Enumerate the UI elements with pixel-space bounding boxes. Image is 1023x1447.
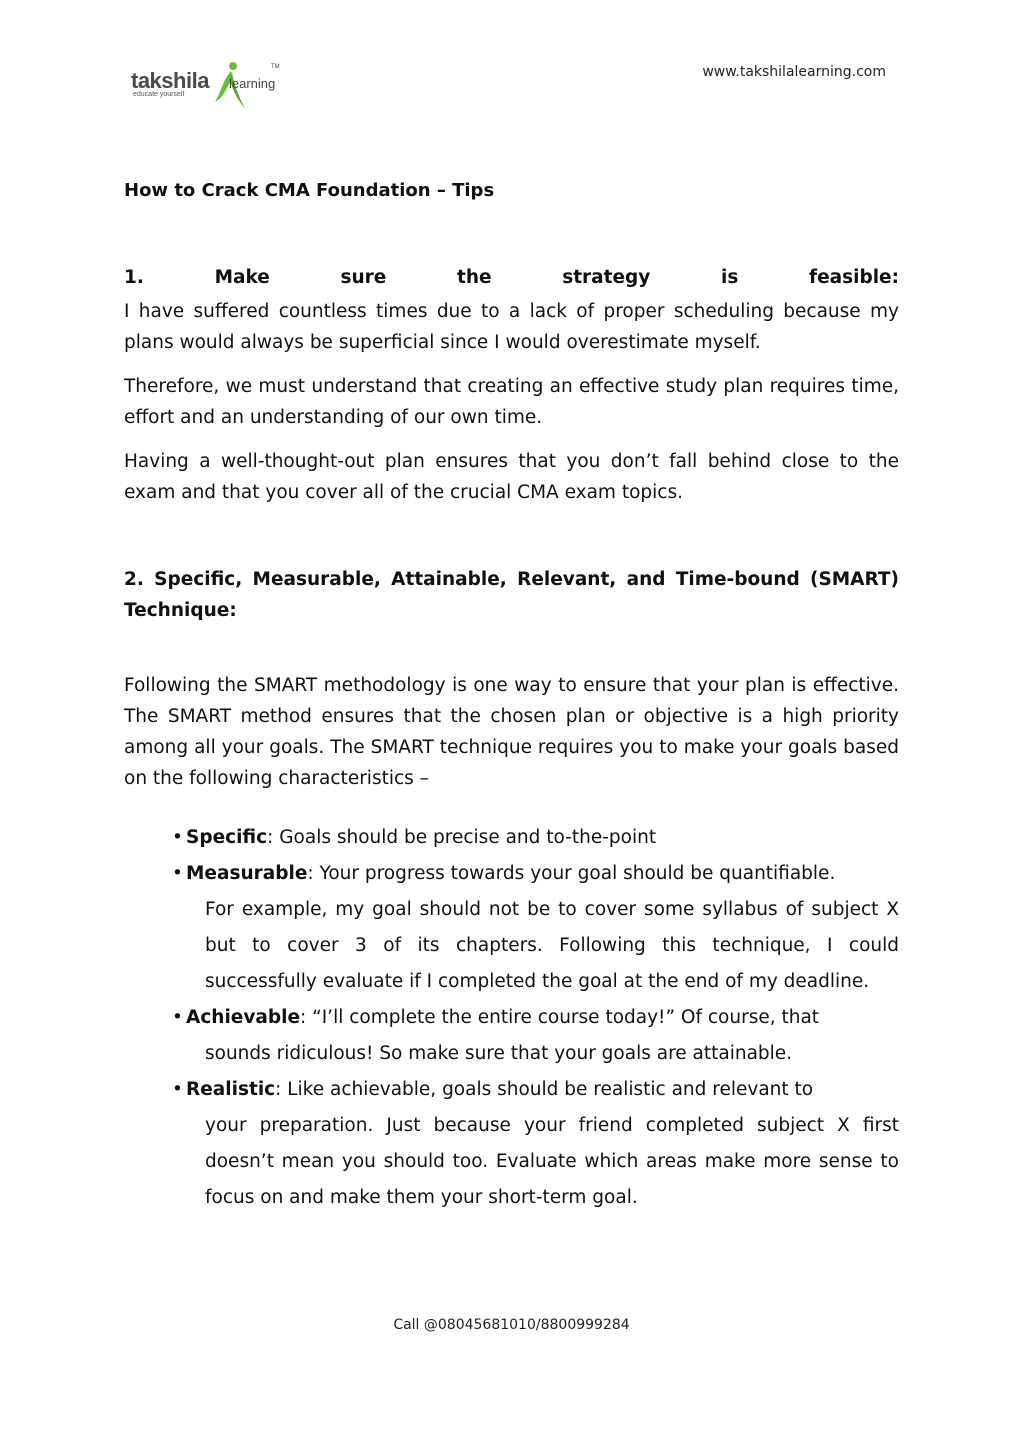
heading-word: sure — [340, 267, 387, 288]
list-item — [172, 1000, 899, 1072]
bullet-text: : Like achievable, goals should be realistic and relevant to — [275, 1079, 814, 1100]
section1-paragraph-3 — [124, 446, 899, 508]
section2-intro — [124, 670, 899, 794]
list-item — [172, 856, 899, 1000]
bullet-text: : Goals should be precise and to-the-point — [267, 827, 657, 848]
heading-word: feasible: — [809, 267, 899, 288]
bullet-term: Achievable — [186, 1007, 301, 1028]
bullet-continuation: For example, my goal should not be to cover some syllabus of subject X but to cover 3 of its chapters. Following this technique, I could successfully evaluate if I completed the goal at the end of my deadline. — [205, 899, 899, 992]
bullet-text: : “I’ll complete the entire course today!” Of course, that — [300, 1007, 820, 1028]
bullet-continuation: sounds ridiculous! So make sure that your goals are attainable. — [205, 1043, 793, 1064]
site-url: www.takshilalearning.com — [702, 64, 886, 80]
list-item — [172, 820, 899, 856]
heading-word: strategy — [562, 267, 651, 288]
bullet-term: Measurable — [186, 863, 308, 884]
paragraph-text: Therefore, we must understand that creating an effective study plan requires time, effort and an understanding of our own time. — [124, 376, 899, 428]
section1-paragraph-2 — [124, 371, 899, 433]
paragraph-text: Having a well-thought-out plan ensures that you don’t fall behind close to the exam and that you cover all of the crucial CMA exam topics. — [124, 451, 899, 503]
list-item — [172, 1072, 899, 1216]
logo-tagline: educate yourself — [133, 91, 185, 98]
logo-learning-text: learning — [229, 76, 276, 91]
heading-word: Make — [214, 267, 270, 288]
smart-bullet-list — [172, 820, 899, 1216]
paragraph-text: Following the SMART methodology is one way to ensure that your plan is effective. The SMART method ensures that the chosen plan or objective is a high priority among all your goals. The SMART technique requires you to make your goals based on the following characteristics – — [124, 675, 899, 789]
footer-contact: Call @08045681010/8800999284 — [393, 1317, 630, 1333]
page-title: How to Crack CMA Foundation – Tips — [124, 180, 495, 201]
logo-wordmark: takshila — [131, 68, 209, 93]
heading-word: 1. — [124, 267, 144, 288]
section1-paragraph-1 — [124, 296, 899, 358]
paragraph-text: I have suffered countless times due to a lack of proper scheduling because my plans would always be superficial since I would overestimate myself. — [124, 301, 899, 353]
takshila-logo — [131, 58, 283, 112]
section2-heading: 2. Specific, Measurable, Attainable, Relevant, and Time-bound (SMART) Technique: — [124, 569, 899, 621]
heading-word: the — [456, 267, 492, 288]
heading-word: is — [721, 267, 739, 288]
bullet-term: Specific — [186, 827, 268, 848]
section1-heading — [124, 267, 899, 288]
logo-trademark: TM — [271, 64, 280, 70]
bullet-term: Realistic — [186, 1079, 276, 1100]
bullet-text: : Your progress towards your goal should be quantifiable. — [307, 863, 836, 884]
bullet-continuation: your preparation. Just because your friend completed subject X first doesn’t mean you should too. Evaluate which areas make more sense to focus on and make them your short-term goal. — [205, 1115, 899, 1208]
